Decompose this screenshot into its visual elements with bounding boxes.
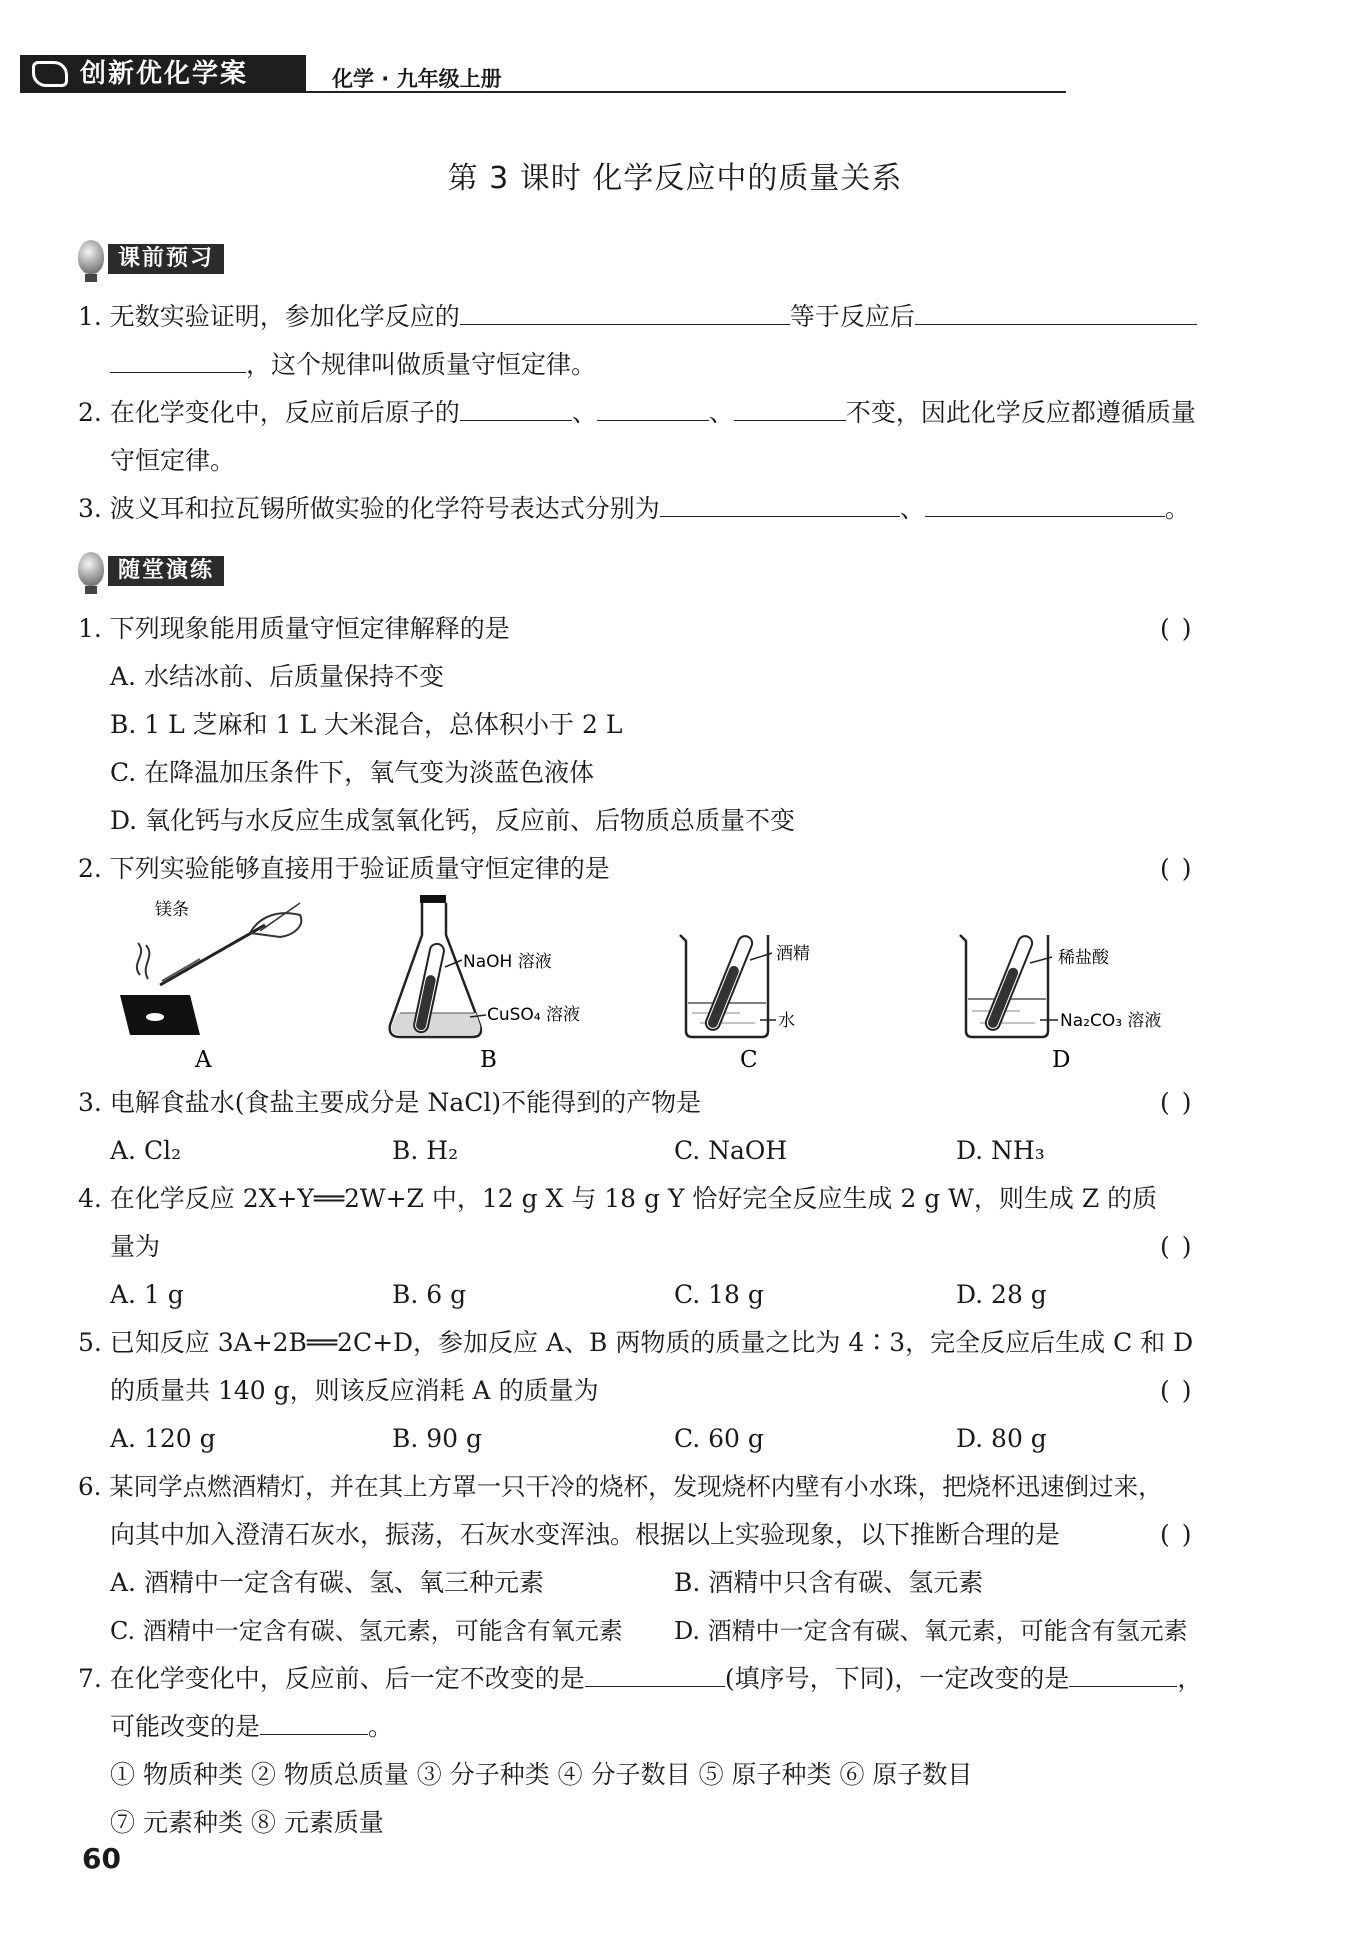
text: 、: [571, 398, 597, 427]
label-hcl: 稀盐酸: [1058, 948, 1109, 968]
q3-option-a: A. Cl₂: [110, 1136, 182, 1165]
q6-option-b: B. 酒精中只含有碳、氢元素: [674, 1568, 984, 1597]
label-magnesium: 镁条: [155, 900, 189, 920]
q6-option-c: C. 酒精中一定含有碳、氢元素，可能含有氧元素: [110, 1617, 623, 1645]
lightbulb-base-icon: [85, 586, 97, 594]
q4-stem: 4. 在化学反应 2X+Y══2W+Z 中，12 g X 与 18 g Y 恰好完全反应生成 2 g W，则生成 Z 的质: [78, 1184, 1158, 1213]
q4-option-d: D. 28 g: [956, 1280, 1047, 1309]
lightbulb-icon: [78, 240, 104, 274]
text: 、: [708, 398, 734, 427]
answer-blank[interactable]: [597, 396, 709, 421]
q4-option-a: A. 1 g: [110, 1280, 184, 1309]
text: 可能改变的是: [110, 1712, 261, 1741]
pre-q3: [78, 492, 1190, 526]
answer-blank[interactable]: [1069, 1662, 1177, 1687]
q5-stem-2: 的质量共 140 g，则该反应消耗 A 的质量为: [110, 1376, 599, 1405]
section-label: 随堂演练: [108, 556, 224, 586]
q5-option-a: A. 120 g: [110, 1424, 216, 1453]
q3-option-b: B. H₂: [392, 1136, 459, 1165]
text: 2. 在化学变化中，反应前后原子的: [78, 398, 460, 427]
q7-options-1: ① 物质种类 ② 物质总质量 ③ 分子种类 ④ 分子数目 ⑤ 原子种类 ⑥ 原子数目: [110, 1760, 973, 1789]
text: 3. 波义耳和拉瓦锡所做实验的化学符号表达式分别为: [78, 494, 660, 523]
label-alcohol: 酒精: [776, 944, 810, 964]
pre-q2-line1: [78, 396, 1196, 430]
answer-blank[interactable]: [660, 492, 900, 517]
pre-q1-line1: [78, 300, 1197, 334]
text: 1. 无数实验证明，参加化学反应的: [78, 302, 460, 331]
answer-paren[interactable]: ( ): [1160, 1376, 1194, 1405]
text: 、: [899, 494, 925, 523]
text: 7. 在化学变化中，反应前、后一定不改变的是: [78, 1664, 585, 1693]
label-a: A: [195, 1047, 212, 1073]
q3-option-d: D. NH₃: [956, 1136, 1045, 1165]
q1-option-d: D. 氧化钙与水反应生成氢氧化钙，反应前、后物质总质量不变: [110, 806, 796, 835]
answer-paren[interactable]: ( ): [1160, 1088, 1194, 1117]
answer-paren[interactable]: ( ): [1160, 1232, 1194, 1261]
brand-logo: [20, 55, 306, 93]
lesson-title: 第 3 课时 化学反应中的质量关系: [447, 161, 903, 196]
label-b: B: [480, 1047, 497, 1073]
text: (填序号，下同)，一定改变的是: [724, 1664, 1070, 1693]
q5-option-c: C. 60 g: [674, 1424, 764, 1453]
label-water: 水: [778, 1011, 795, 1031]
q4-option-c: C. 18 g: [674, 1280, 764, 1309]
label-na2co3: Na₂CO₃ 溶液: [1060, 1011, 1162, 1031]
figure-b: [390, 895, 580, 1073]
answer-blank[interactable]: [734, 396, 846, 421]
q6-option-d: D. 酒精中一定含有碳、氧元素，可能含有氢元素: [674, 1617, 1188, 1645]
header-rule: [306, 91, 1066, 93]
q4-stem-2: 量为: [110, 1232, 161, 1261]
text: 等于反应后: [789, 302, 915, 331]
q3-option-c: C. NaOH: [674, 1136, 788, 1165]
answer-blank[interactable]: [260, 1710, 368, 1735]
q1-option-b: B. 1 L 芝麻和 1 L 大米混合，总体积小于 2 L: [110, 710, 623, 739]
q6-stem-2: 向其中加入澄清石灰水，振荡，石灰水变浑浊。根据以上实验现象，以下推断合理的是: [110, 1520, 1061, 1549]
figure-a: [120, 900, 301, 1073]
answer-blank[interactable]: [925, 492, 1165, 517]
label-c: C: [740, 1047, 758, 1073]
pre-q1-line2: [110, 348, 596, 382]
q1-option-a: A. 水结冰前、后质量保持不变: [110, 662, 444, 691]
text: ，: [1177, 1664, 1203, 1693]
q2-figures: [100, 895, 1200, 1075]
q5-option-d: D. 80 g: [956, 1424, 1047, 1453]
q2-stem: 2. 下列实验能够直接用于验证质量守恒定律的是: [78, 854, 610, 883]
brand-text: 创新优化学案: [80, 59, 249, 89]
answer-blank[interactable]: [110, 348, 246, 373]
q6-stem: 6. 某同学点燃酒精灯，并在其上方罩一只干冷的烧杯，发现烧杯内壁有小水珠，把烧杯迅速倒过来，: [78, 1472, 1163, 1501]
q1-stem: 1. 下列现象能用质量守恒定律解释的是: [78, 614, 510, 643]
lightbulb-base-icon: [85, 274, 97, 282]
answer-paren[interactable]: ( ): [1160, 1520, 1194, 1549]
answer-paren[interactable]: ( ): [1160, 614, 1194, 643]
answer-blank[interactable]: [915, 300, 1197, 325]
page-number: 60: [82, 1842, 121, 1875]
label-cuso4: CuSO₄ 溶液: [487, 1005, 581, 1025]
label-d: D: [1052, 1047, 1071, 1073]
page-header: [20, 55, 1020, 95]
q5-stem: 5. 已知反应 3A+2B══2C+D，参加反应 A、B 两物质的质量之比为 4∶3，完全反应后生成 C 和 D: [78, 1328, 1194, 1357]
answer-paren[interactable]: ( ): [1160, 854, 1194, 883]
brand-mark-icon: [32, 61, 68, 87]
text: 。: [1164, 494, 1190, 523]
label-naoh: NaOH 溶液: [463, 952, 552, 972]
q1-option-c: C. 在降温加压条件下，氧气变为淡蓝色液体: [110, 758, 595, 787]
section-label: 课前预习: [108, 244, 224, 274]
lightbulb-icon: [78, 552, 104, 586]
q5-option-b: B. 90 g: [392, 1424, 483, 1453]
answer-blank[interactable]: [460, 300, 790, 325]
text: ，这个规律叫做质量守恒定律。: [246, 350, 597, 379]
figure-d: [960, 934, 1161, 1073]
pre-q2-line2: 守恒定律。: [110, 446, 236, 475]
text: 不变，因此化学反应都遵循质量: [845, 398, 1196, 427]
text: 。: [368, 1712, 394, 1741]
answer-blank[interactable]: [585, 1662, 725, 1687]
book-title: 化学 · 九年级上册: [332, 67, 502, 91]
answer-blank[interactable]: [460, 396, 572, 421]
experiment-diagrams: [100, 895, 1200, 1075]
q7-options-2: ⑦ 元素种类 ⑧ 元素质量: [110, 1808, 384, 1837]
q6-option-a: A. 酒精中一定含有碳、氢、氧三种元素: [110, 1568, 544, 1597]
q7-line2: [110, 1710, 393, 1744]
figure-c: [680, 934, 810, 1073]
q3-stem: 3. 电解食盐水(食盐主要成分是 NaCl)不能得到的产物是: [78, 1088, 702, 1117]
q7-line1: [78, 1662, 1202, 1696]
q4-option-b: B. 6 g: [392, 1280, 467, 1309]
